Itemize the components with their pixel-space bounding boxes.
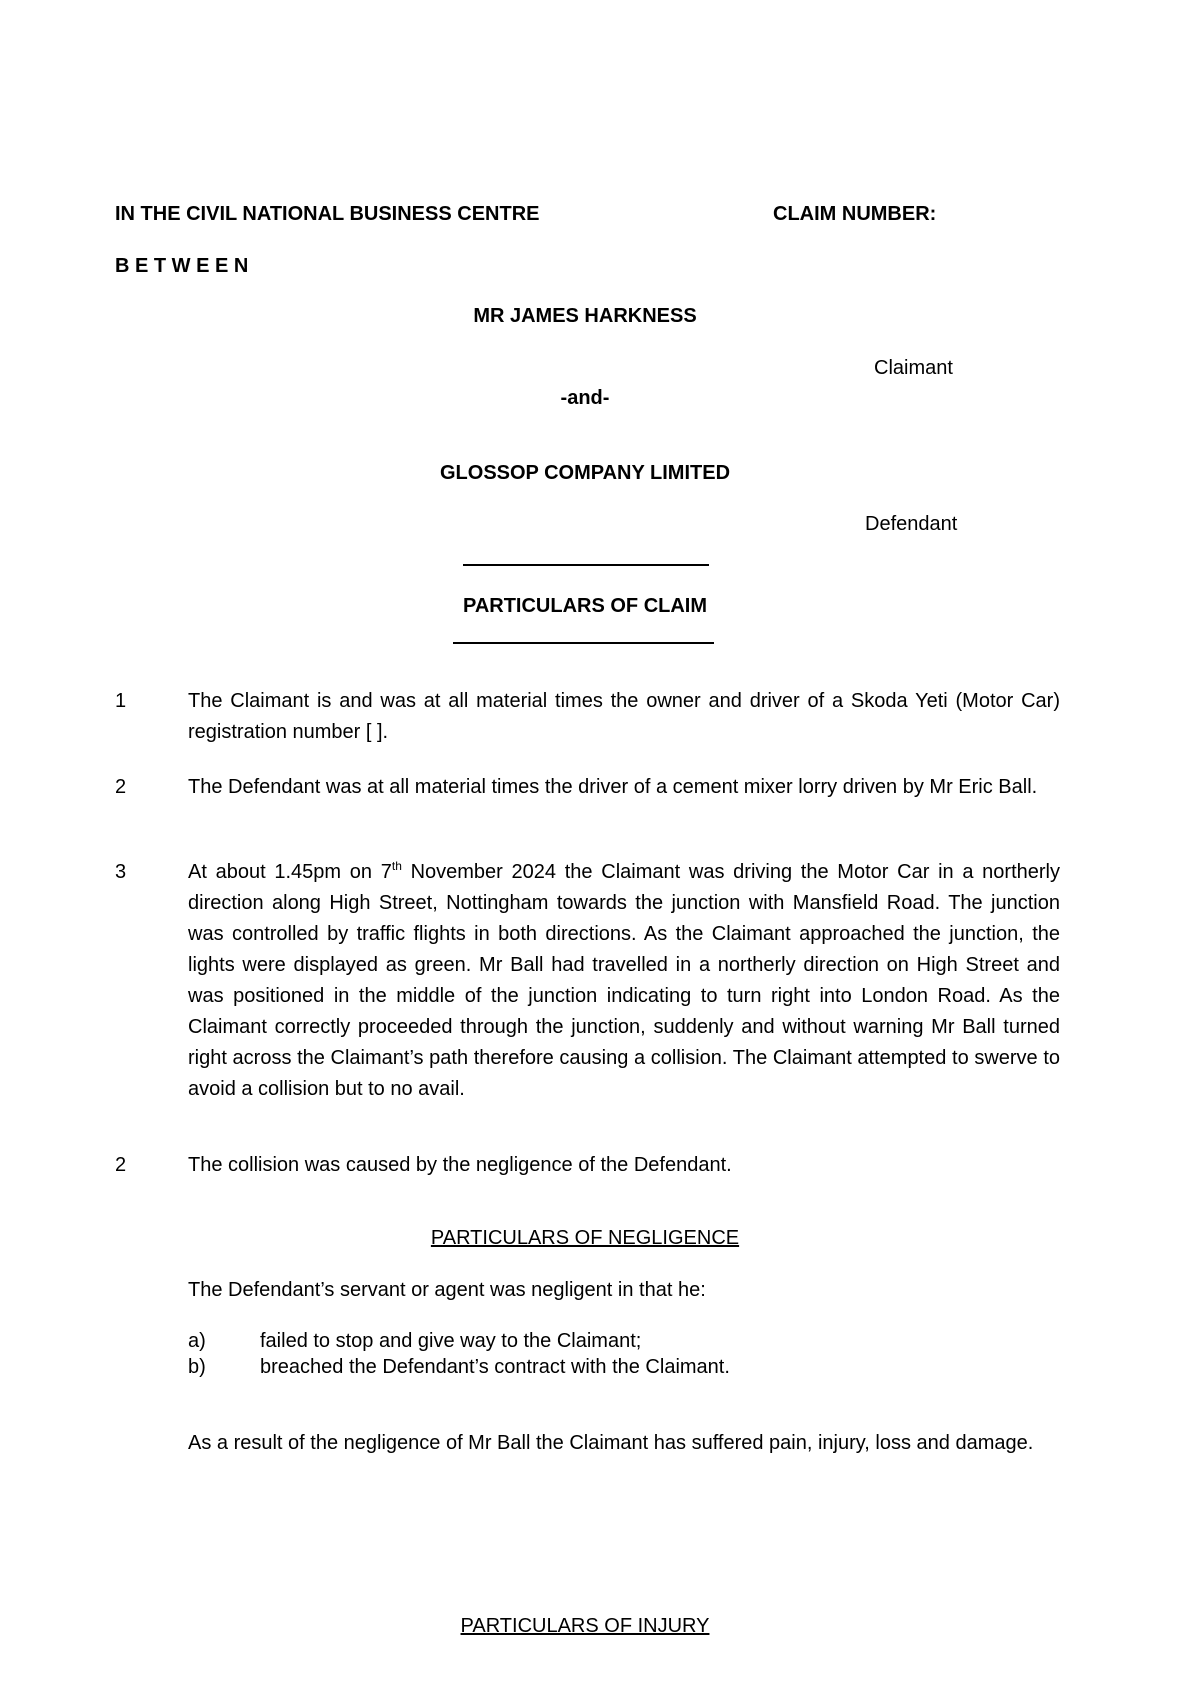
list-item-text: failed to stop and give way to the Claimant; [260,1330,642,1352]
paragraph-text: The Claimant is and was at all material times the owner and driver of a Skoda Yeti (Motor Car) registration number [ ]. [188,690,1060,743]
document-title: PARTICULARS OF CLAIM [462,595,708,617]
list-item-label: b) [188,1356,206,1378]
paragraph-text: The collision was caused by the negligence of the Defendant. [188,1154,732,1176]
defendant-role: Defendant [865,513,958,535]
claimant-role: Claimant [874,357,953,379]
paragraph-number: 2 [115,1154,127,1176]
paragraph-text: The Defendant was at all material times the driver of a cement mixer lorry driven by Mr Eric Ball. [188,776,1038,798]
ordinal-suffix: th [391,859,402,873]
list-item-label: a) [188,1330,206,1352]
title-rule-bottom [453,642,714,644]
and-separator: -and- [560,387,610,409]
between-label: B E T W E E N [115,255,249,277]
negligence-result: As a result of the negligence of Mr Ball the Claimant has suffered pain, injury, loss and damage. [188,1432,1034,1454]
negligence-intro: The Defendant’s servant or agent was negligent in that he: [188,1279,706,1301]
paragraph-number: 1 [115,690,127,712]
paragraph-number: 3 [115,861,127,883]
list-item-text: breached the Defendant’s contract with the Claimant. [260,1356,730,1378]
negligence-heading: PARTICULARS OF NEGLIGENCE [430,1227,740,1249]
paragraph-text: At about 1.45pm on 7th November 2024 the Claimant was driving the Motor Car in a northerly direction along High Street, Nottingham towards the junction with Mansfield Road. The junction was controlled by traffic flights in both directions. As the Claimant approached the junction, the lights were displayed as green. Mr Ball had travelled in a northerly direction on High Street and was positioned in the middle of the junction indicating to turn right into London Road. As the Claimant correctly proceeded through the junction, suddenly and without warning Mr Ball turned right across the Claimant’s path therefore causing a collision. The Claimant attempted to swerve to avoid a collision but to no avail. [188,859,1060,1100]
injury-heading: PARTICULARS OF INJURY [460,1615,710,1637]
paragraph-number: 2 [115,776,127,798]
title-rule-top [463,564,709,566]
claimant-name: MR JAMES HARKNESS [473,305,697,327]
court-name: IN THE CIVIL NATIONAL BUSINESS CENTRE [115,203,540,225]
defendant-name: GLOSSOP COMPANY LIMITED [439,462,731,484]
claim-number-label: CLAIM NUMBER: [773,203,937,225]
